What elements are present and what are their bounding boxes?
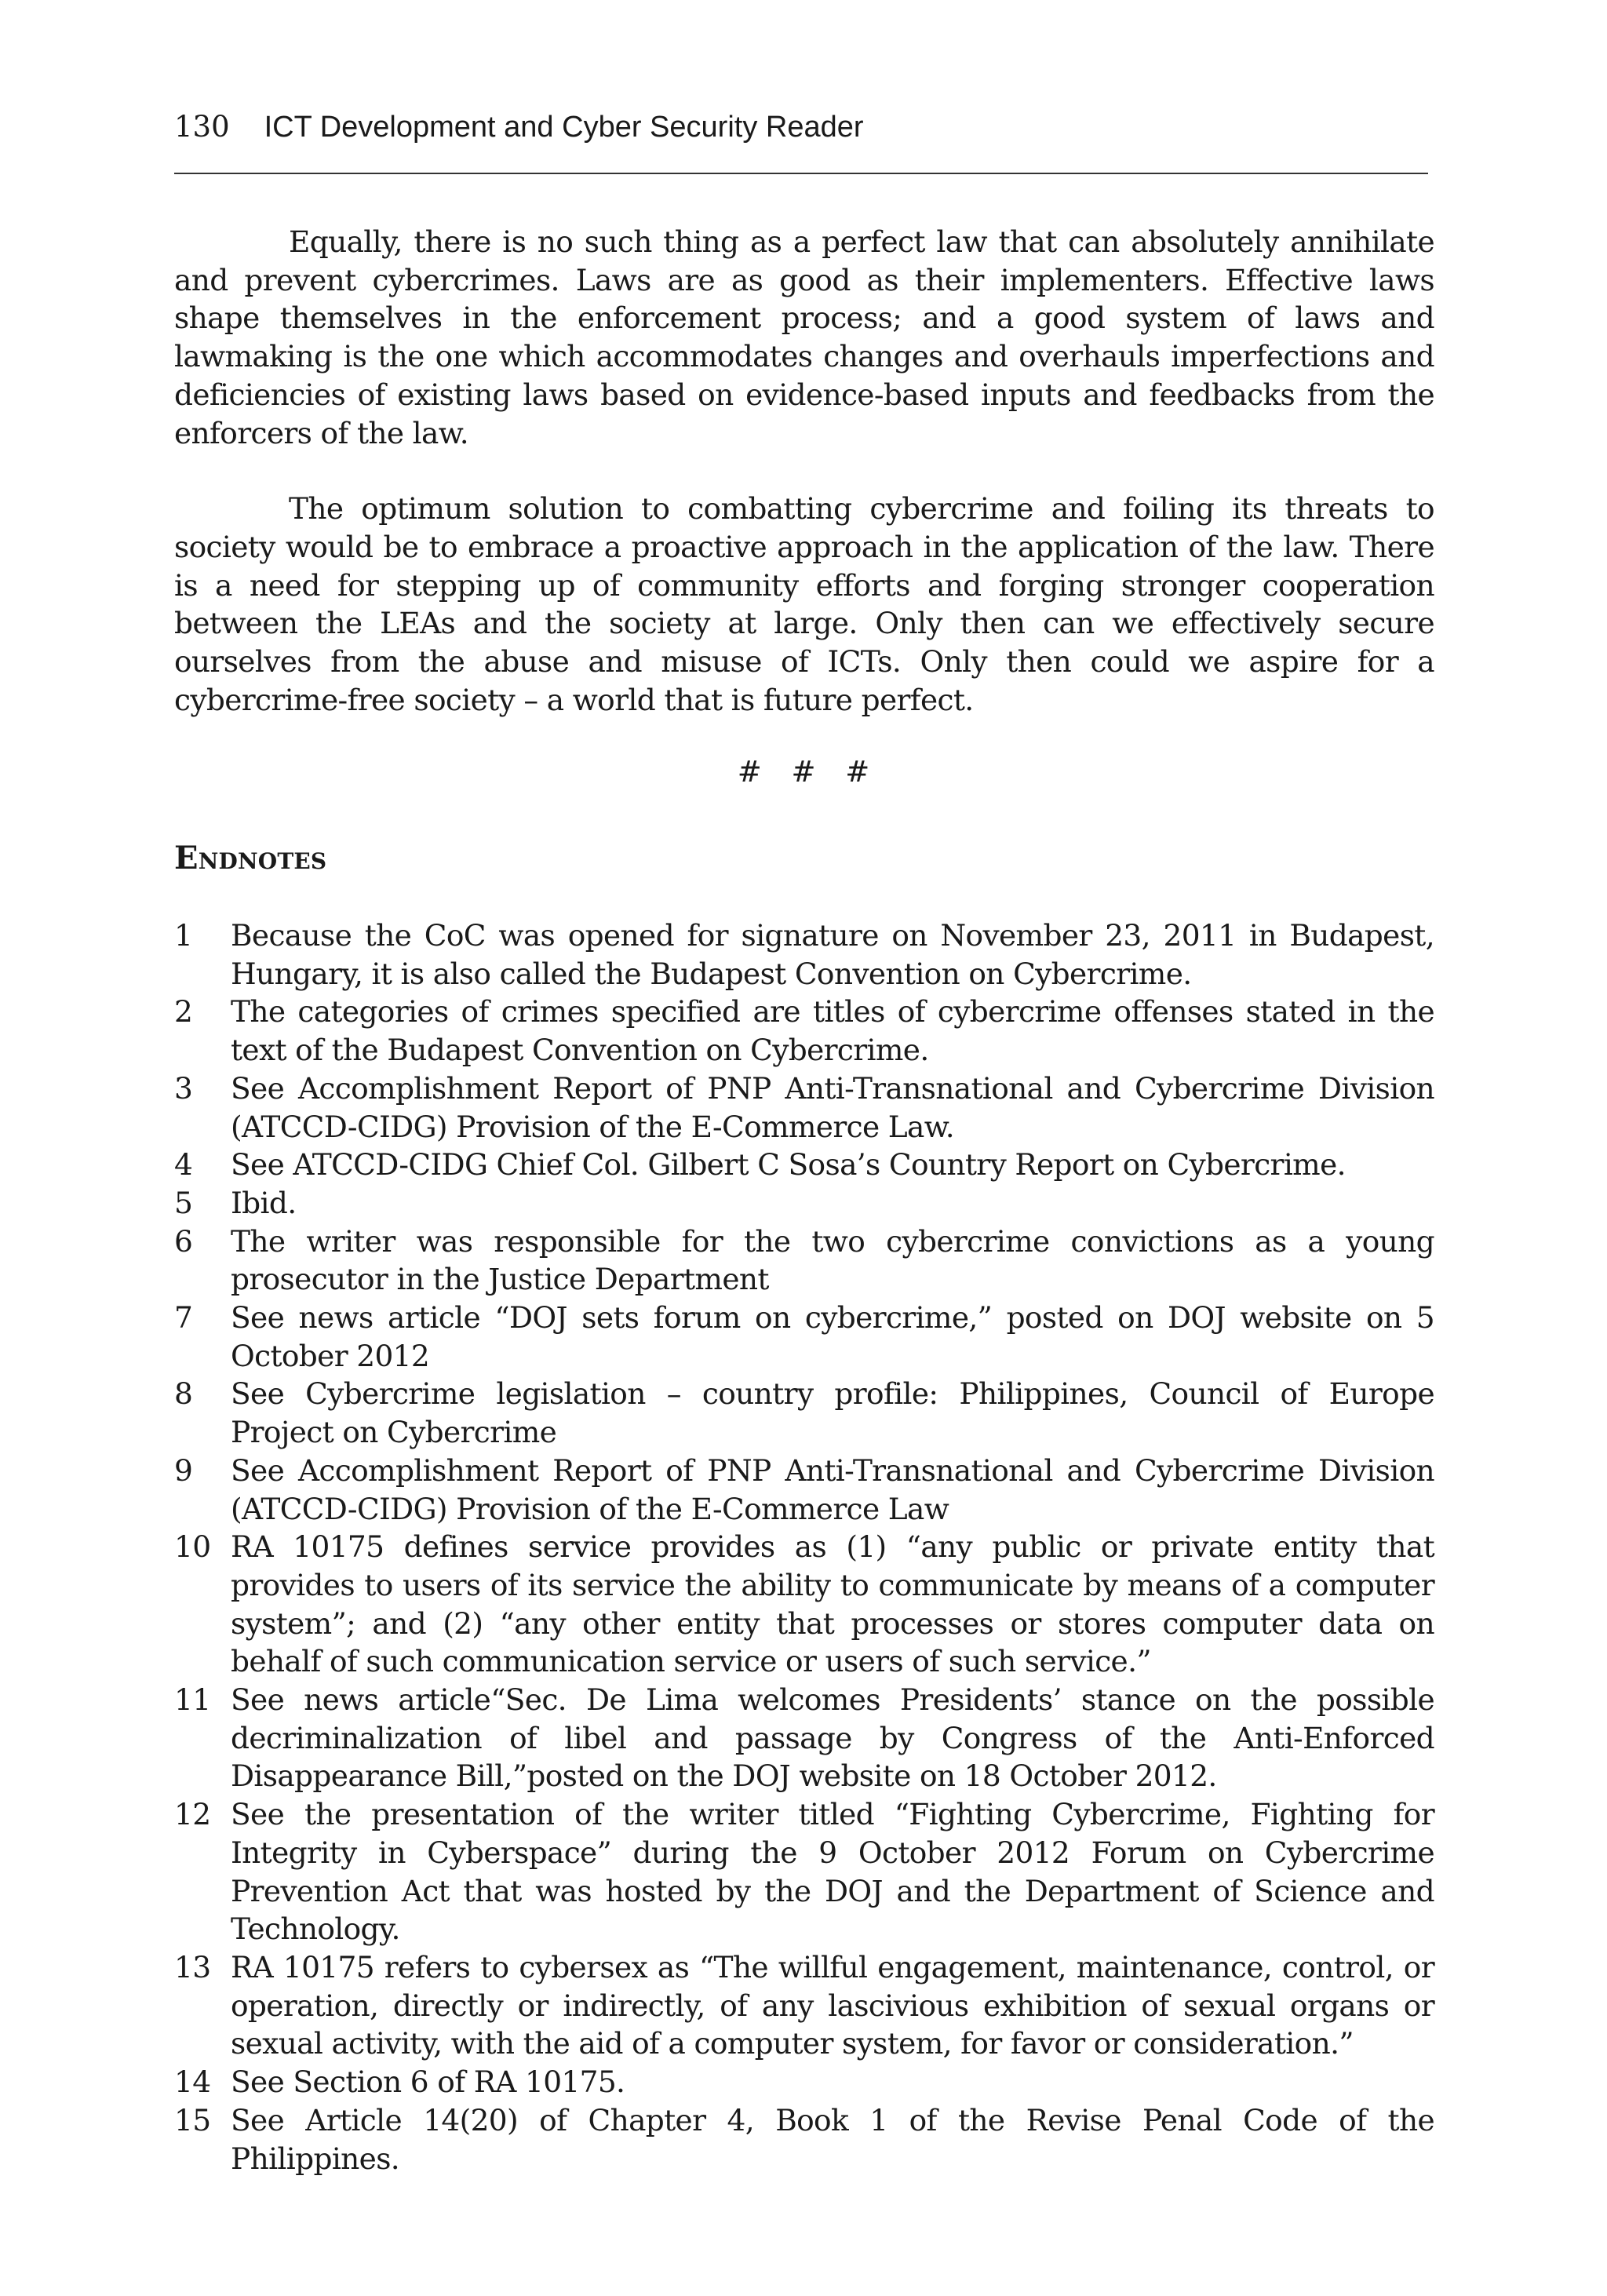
header-rule — [174, 173, 1428, 174]
endnote-number: 4 — [174, 1147, 193, 1183]
endnote-item — [174, 2063, 1434, 2101]
endnote-number: 11 — [174, 1682, 211, 1718]
endnote-item — [174, 1681, 1434, 1795]
endnote-item — [174, 1452, 1434, 1528]
endnote-number: 15 — [174, 2102, 211, 2137]
endnote-number: 6 — [174, 1223, 193, 1259]
endnotes-list — [174, 917, 1434, 2178]
endnotes-heading: Endnotes — [174, 840, 327, 876]
endnote-number: 10 — [174, 1529, 211, 1565]
endnote-item — [174, 2101, 1434, 2178]
endnote-text: See ATCCD-CIDG Chief Col. Gilbert C Sosa’s Country Report on Cybercrime. — [231, 1147, 1346, 1183]
body-text — [174, 223, 1434, 719]
section-divider: # # # — [737, 755, 872, 789]
endnote-number: 12 — [174, 1797, 211, 1832]
body-paragraph-1: Equally, there is no such thing as a perfect law that can absolutely annihilate and prevent cybercrimes. Laws are as good as their implementers. Effective laws shape themselves in the enforcement process; and a good system of laws and lawmaking is the one which accommodates changes and overhauls imperfections and deficiencies of existing laws based on evidence-based inputs and feedbacks from the enforcers of the law. — [174, 224, 1434, 450]
endnote-text: See news article“Sec. De Lima welcomes Presidents’ stance on the possible decriminalization of libel and passage by Congress of the Anti-Enforced Disappearance Bill,”posted on the DOJ website on 18 October 2012. — [231, 1682, 1434, 1794]
document-page — [174, 0, 1438, 2296]
endnote-text: RA 10175 defines service provides as (1) “any public or private entity that provides to users of its service the ability to communicate by means of a computer system”; and (2) “any other entity that processes or stores computer data on behalf of such communication service or users of such service.” — [231, 1529, 1434, 1679]
endnote-item — [174, 1528, 1434, 1681]
endnote-item — [174, 1184, 1434, 1223]
endnote-number: 8 — [174, 1376, 193, 1412]
endnote-item — [174, 1299, 1434, 1375]
endnote-item — [174, 1795, 1434, 1948]
endnote-text: See the presentation of the writer titled “Fighting Cybercrime, Fighting for Integrity in Cyberspace” during the 9 October 2012 Forum on Cybercrime Prevention Act that was hosted by the DOJ and the Department of Science and Technology. — [231, 1797, 1434, 1947]
endnote-text: The writer was responsible for the two cybercrime convictions as a young prosecutor in the Justice Department — [231, 1223, 1434, 1297]
endnote-number: 2 — [174, 994, 193, 1030]
endnote-number: 1 — [174, 918, 193, 953]
endnote-number: 9 — [174, 1452, 193, 1488]
endnote-text: See Section 6 of RA 10175. — [231, 2065, 625, 2100]
endnote-item — [174, 993, 1434, 1069]
endnote-text: See Article 14(20) of Chapter 4, Book 1 of the Revise Penal Code of the Philippines. — [231, 2102, 1434, 2176]
running-header — [174, 110, 1428, 157]
endnote-item — [174, 1375, 1434, 1451]
endnote-number: 5 — [174, 1185, 193, 1220]
endnote-number: 13 — [174, 1949, 211, 1984]
endnote-text: See Accomplishment Report of PNP Anti-Transnational and Cybercrime Division (ATCCD-CIDG) Provision of the E-Commerce Law — [231, 1452, 1434, 1526]
endnote-text: RA 10175 refers to cybersex as “The willful engagement, maintenance, control, or operation, directly or indirectly, of any lascivious exhibition of sexual organs or sexual activity, with the aid of a computer system, for favor or consideration.” — [231, 1949, 1434, 2061]
endnote-text: The categories of crimes specified are titles of cybercrime offenses stated in the text of the Budapest Convention on Cybercrime. — [231, 994, 1434, 1068]
endnote-text: See news article “DOJ sets forum on cybercrime,” posted on DOJ website on 5 October 2012 — [231, 1300, 1434, 1373]
endnote-item — [174, 1223, 1434, 1299]
endnote-number: 7 — [174, 1300, 193, 1336]
endnote-number: 14 — [174, 2065, 211, 2100]
endnote-text: See Cybercrime legislation – country profile: Philippines, Council of Europe Project on Cybercrime — [231, 1376, 1434, 1450]
endnote-item — [174, 1948, 1434, 2063]
page-number: 130 — [174, 110, 230, 144]
book-title: ICT Development and Cyber Security Reader — [264, 111, 864, 144]
endnote-text: See Accomplishment Report of PNP Anti-Transnational and Cybercrime Division (ATCCD-CIDG) Provision of the E-Commerce Law. — [231, 1070, 1434, 1144]
endnote-item — [174, 1146, 1434, 1184]
endnote-item — [174, 917, 1434, 993]
body-paragraph-2: The optimum solution to combatting cybercrime and foiling its threats to society would be to embrace a proactive approach in the application of the law. There is a need for stepping up of community efforts and forging stronger cooperation between the LEAs and the society at large. Only then can we effectively secure ourselves from the abuse and misuse of ICTs. Only then could we aspire for a cybercrime-free society – a world that is future perfect. — [174, 491, 1434, 717]
endnote-text: Because the CoC was opened for signature on November 23, 2011 in Budapest, Hungary, it is also called the Budapest Convention on Cybercrime. — [231, 918, 1434, 991]
endnote-text: Ibid. — [231, 1185, 297, 1220]
endnote-item — [174, 1070, 1434, 1146]
endnote-number: 3 — [174, 1070, 193, 1106]
